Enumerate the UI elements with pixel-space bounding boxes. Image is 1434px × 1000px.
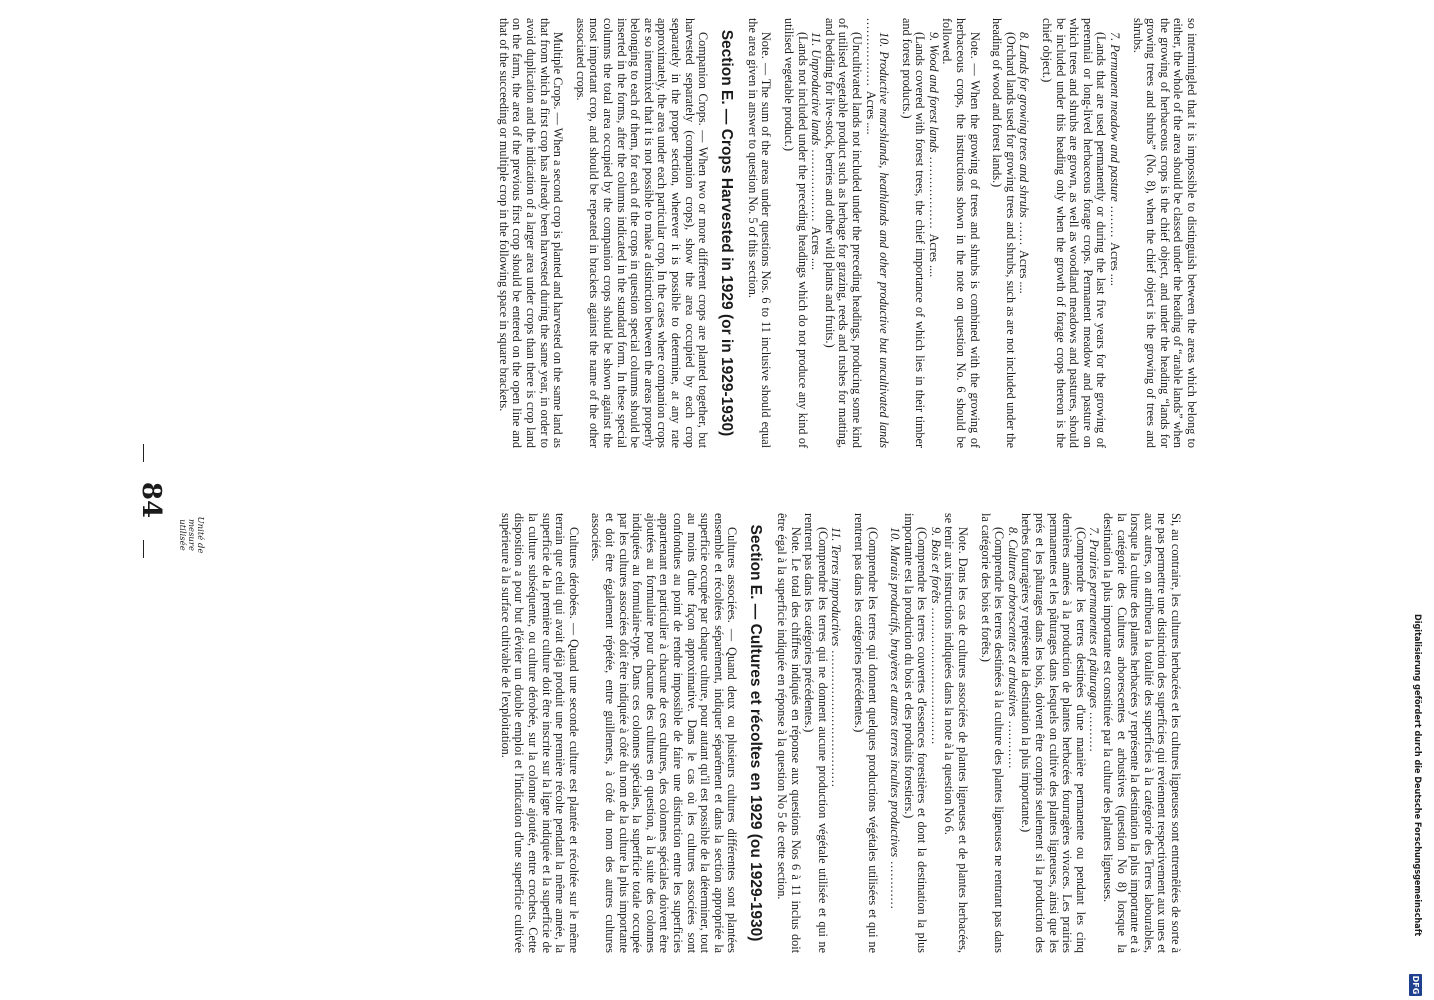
fr-item-11: 11. Terres improductives .................................. [829, 527, 844, 788]
en-item-9-body: (Lands covered with forest trees, the chief importance of which lies in their timber and forest products.) [899, 18, 928, 448]
fr-note-2: Note. Le total des chiffres indiqués en réponse aux questions Nos 6 à 11 inclus doit être égal à la superficie indiquée en réponse à la question No 5 de cette section. [774, 513, 803, 953]
fr-intro-paragraph: Si, au contraire, les cultures herbacées et les cultures ligneuses sont entremêlées de sorte à ne pas permettre une distinction des superficies qui reviennent respectivement aux unes et aux autres, on attribuera la totalité des superficies à la catégorie des Terres labourables, lorsque la culture des plantes herbacées y représente la destination la plus importante et à la catégorie des Cultures arborescentes et arbustives (question No 8) lorsque la destination la plus importante est constituée par la culture des plantes ligneuses. [1101, 513, 1183, 953]
en-item-9-heading: 9. Wood and forest lands [926, 32, 941, 153]
fr-item-7: 7. Prairies permanentes et pâturages .......... [1087, 527, 1102, 753]
fr-item-8-body: (Comprendre les terres destinées à la culture des plantes ligneuses ne rentrant pas dans la catégorie des bois et forêts.) [978, 513, 1007, 953]
page-number-dash-right [143, 540, 144, 558]
fr-item-7-heading: 7. Prairies permanentes et pâturages [1087, 527, 1102, 709]
en-intro-paragraph: so intermingled that it is impossible to distinguish between the areas which belong to either, the whole of the area should be classed under the heading of “arable lands” when the growing of herbaceous crops is the chief object, and under the heading “lands for growing trees and shrubs” (No. 8), when the chief object is the growing of trees and shrubs. [1130, 18, 1199, 448]
fr-item-9-body: (Comprendre les terres couvertes d'essences forestières et dont la destination la plus importante est la production du bois et des produits forestiers.) [901, 513, 930, 953]
en-item-7-heading: 7. Permanent meadow and pasture [1108, 32, 1123, 202]
en-item-11-heading: 11. Unproductive lands [809, 32, 824, 146]
en-item-11-unit: Acres [809, 226, 824, 255]
en-companion-crops: Companion Crops. — When two or more different crops are planted together, but harvested separately (companion crops), show the area occupied by each crop separately in the proper section, wherever it is possible to determine, at any rate approximately, the area under each particular crop. In the cases where companion crops are so intermixed that it is not possible to make a distinction between the areas properly belonging to each of them, for each of the crops in question special columns should be inserted in the forms, after the columns indicated in the standard form. In these special columns the total area occupied by the companion crops should be shown against the most important crop, and should be repeated in brackets against the name of the other associated crops. [573, 18, 711, 448]
en-item-8: 8. Lands for growing trees and shrubs ...... Acres .... [1017, 32, 1032, 294]
fr-cultures-associees: Cultures associées. — Quand deux ou plusieurs cultures différentes sont plantées ensemble et récoltées séparément, indiquer séparément et dans la section appropriée la superficie occupée par chaque culture, pour autant qu'il est possible de la déterminer, tout au moins d'une façon approximative. Dans le cas où les cultures associées sont confondues au point de rendre impossible de faire une distinction entre les superficies appartenant en particulier à chacune de ces cultures, des colonnes spéciales doivent être ajoutées au formulaire pour chacune des cultures en question, à la suite des colonnes indiquées au formulaire-type. Dans ces colonnes spéciales, la superficie totale occupée par les cultures associées doit être indiquée à côté du nom de la culture la plus importante et doit être également répétée, entre guillemets, à côté du nom des autres cultures associées. [589, 513, 740, 953]
page-number-dash-left [143, 444, 144, 462]
en-note-2: Note. — The sum of the areas under questions Nos. 6 to 11 inclusive should equal the area given in answer to question No. 5 of this section. [745, 18, 774, 448]
fr-item-9: 9. Bois et forêts .................................. [928, 527, 943, 746]
fr-item-7-body: (Comprendre les terres destinées d'une manière permanente ou pendant les cinq dernières années à la production de plantes herbacées fourragères vivaces. Les prairies permanentes et les pâturages dans lesquels on cultive des plantes ligneuses, ainsi que les prés et les pâturages dans les bois, doivent être compris seulement si la production des herbes fourragères y représente la destination la plus importante.) [1019, 513, 1088, 953]
digitization-footer [1408, 8, 1422, 998]
page-number: 84 [136, 481, 166, 519]
en-item-7: 7. Permanent meadow and pasture ........ Acres .... [1108, 32, 1123, 286]
en-item-8-unit: Acres [1017, 250, 1032, 279]
english-column [496, 18, 1198, 448]
fr-item-9-heading: 9. Bois et forêts [928, 527, 943, 604]
fr-item-10-body: (Comprendre les terres qui donnent quelques productions végétales utilisées et qui ne rentrent pas dans les catégories précédentes.) [851, 513, 880, 953]
en-item-11-body: (Lands not included under the preceding headings which do not produce any kind of utilised vegetable product.) [781, 18, 810, 448]
footer-text: Digitalisierung gefördert durch die Deutsche Forschungsgemeinschaft [1412, 614, 1422, 937]
en-item-8-body: (Orchard lands used for growing trees and shrubs, such as are not included under the heading of wood and forest lands.) [990, 18, 1018, 448]
fr-item-11-heading: 11. Terres improductives [829, 527, 844, 647]
en-item-9-unit: Acres [926, 233, 941, 263]
en-section-heading: Section E. — Crops Harvested in 1929 (or in 1929-1930) [718, 29, 736, 437]
en-item-8-heading: 8. Lands for growing trees and shrubs [1017, 32, 1032, 218]
en-item-10-unit: Acres [863, 90, 878, 120]
fr-item-8-heading: 8. Cultures arborescentes et arbustives [1005, 527, 1020, 717]
en-item-7-body: (Lands that are used permanently or during the last five years for the growing of perennial or long-lived herbaceous forage crops. Permanent meadow and pasture on which trees and shrubs are grown, as well as woodland meadows and pastures, should be included under this heading only when the growth of forage crops thereon is the chief object.) [1040, 18, 1109, 448]
fr-cultures-derobees: Cultures dérobées. — Quand une seconde culture est plantée et récoltée sur le même terrain que celui qui avait déjà produit une première récolte pendant la même année, la superficie de la première culture doit être inscrite sur la ligne indiquée et la superficie de la culture subséquente, ou culture dérobée, sur la colonne ajoutée, entre crochets. Cette disposition a pour but d'éviter un double emploi et l'indication d'une superficie cultivée supérieure à la surface cultivable de l'exploitation. [498, 513, 581, 953]
en-item-10-body: (Uncultivated lands not included under the preceding headings, producing some kind of utilised vegetable product such as herbage for grazing, reeds and rushes for matting, and bedding for live-stock, berries and other wild plants and fruits.) [822, 18, 864, 448]
en-item-7-unit: Acres [1108, 242, 1123, 271]
en-item-10-heading: 10. Productive marshlands, heathlands and other productive but uncultivated lands [877, 32, 892, 448]
fr-item-8: 8. Cultures arborescentes et arbustives ............ [1005, 527, 1020, 770]
unit-column-label: Unité de mesure utilisée [177, 516, 205, 554]
en-note-1: Note. — When the growing of trees and shrubs is combined with the growing of herbaceous crops, the instructions shown in the note on question No. 6 should be followed. [940, 18, 982, 448]
en-item-9: 9. Wood and forest lands .................. Acres .... [926, 32, 941, 278]
fr-section-heading: Section E. — Cultures et récoltes en 1929 (ou 1929-1930) [747, 524, 765, 942]
fr-note-1: Note. Dans les cas de cultures associées de plantes ligneuses et de plantes herbacées, se tenir aux instructions indiquées dans la note à la question No 6. [942, 513, 971, 953]
en-multiple-crops: Multiple Crops. — When a second crop is planted and harvested on the same land as that from which a first crop has already been harvested during the same year, in order to avoid duplication and the indication of a larger area under crops than there is crop land on the farm, the area of the previous first crop should be entered on the open line and that of the succeeding or multiple crop in the following space in square brackets. [496, 18, 566, 448]
fr-item-11-body: (Comprendre les terres qui ne donnent aucune production végétale utilisée et qui ne rentrent pas dans les catégories précédentes.) [802, 513, 830, 953]
fr-item-10: 10. Marais productifs, bruyères et autres terres incultes productives ............ [888, 527, 903, 910]
en-item-11: 11. Unproductive lands .................. Acres .... [809, 32, 824, 270]
dfg-logo: DFG [1411, 975, 1420, 995]
fr-item-10-heading: 10. Marais productifs, bruyères et autres terres incultes productives [888, 527, 903, 858]
en-item-10: 10. Productive marshlands, heathlands and other productive but uncultivated lands ................. Acres .... [863, 18, 892, 448]
french-column [498, 513, 1182, 953]
